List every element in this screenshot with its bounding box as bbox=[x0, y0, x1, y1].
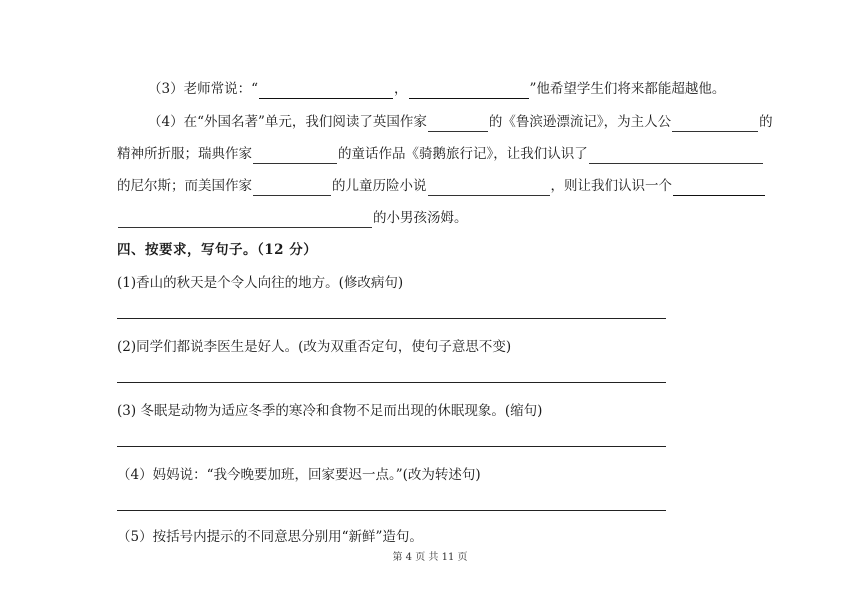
section-4-item-2: (2)同学们都说李医生是好人。(改为双重否定句，使句子意思不变) bbox=[117, 339, 512, 355]
q3-prefix: （3）老师常说：“ bbox=[148, 81, 258, 97]
q3-suffix: ”他希望学生们将来都能超越他。 bbox=[529, 81, 726, 97]
section-4-item-4: （4）妈妈说：“我今晚要加班，回家要迟一点。”(改为转述句) bbox=[117, 467, 481, 483]
section-4-heading: 四、按要求，写句子。（12 分） bbox=[117, 242, 318, 258]
q4-blank-author-uk[interactable] bbox=[428, 117, 488, 132]
q3-comma: ， bbox=[394, 81, 408, 97]
q4-text-1: （4）在“外国名著”单元，我们阅读了英国作家 bbox=[148, 114, 427, 130]
q4-blank-author-us[interactable] bbox=[253, 181, 331, 196]
q3-blank-1[interactable] bbox=[259, 84, 393, 99]
q4-blank-trait-1[interactable] bbox=[673, 181, 765, 196]
q4-text-6: 的尼尔斯；而美国作家 bbox=[117, 178, 252, 194]
q4-blank-novel[interactable] bbox=[428, 181, 550, 196]
q4-text-2: 的《鲁滨逊漂流记》，为主人公 bbox=[488, 114, 672, 130]
question-4-line-3 bbox=[117, 176, 766, 196]
section-4-item-1: (1)香山的秋天是个令人向往的地方。(修改病句) bbox=[117, 275, 404, 291]
section-4-item-5: （5）按括号内提示的不同意思分别用“新鲜”造句。 bbox=[117, 529, 423, 545]
answer-line-2[interactable] bbox=[117, 382, 666, 383]
question-4-line-1 bbox=[148, 112, 773, 132]
q4-blank-protagonist[interactable] bbox=[672, 117, 758, 132]
q4-text-5: 的童话作品《骑鹅旅行记》，让我们认识了 bbox=[338, 146, 588, 162]
q4-blank-trait-2[interactable] bbox=[118, 213, 372, 228]
q4-text-7: 的儿童历险小说 bbox=[332, 178, 427, 194]
question-3 bbox=[148, 79, 725, 99]
q4-blank-author-sweden[interactable] bbox=[253, 149, 337, 164]
page-footer: 第 4 页 共 11 页 bbox=[392, 552, 468, 563]
question-4-line-2 bbox=[117, 144, 764, 164]
q4-text-3: 的 bbox=[759, 114, 773, 130]
q4-text-4: 精神所折服；瑞典作家 bbox=[117, 146, 252, 162]
question-4-line-4 bbox=[117, 208, 468, 228]
q3-blank-2[interactable] bbox=[409, 84, 529, 99]
section-4-item-3: (3) 冬眠是动物为适应冬季的寒冷和食物不足而出现的休眠现象。(缩句) bbox=[117, 403, 543, 419]
answer-line-1[interactable] bbox=[117, 318, 666, 319]
q4-text-8: ，则让我们认识一个 bbox=[550, 178, 672, 194]
answer-line-4[interactable] bbox=[117, 510, 666, 511]
q4-text-9: 的小男孩汤姆。 bbox=[373, 210, 468, 226]
q4-blank-nils[interactable] bbox=[589, 149, 763, 164]
answer-line-3[interactable] bbox=[117, 446, 666, 447]
